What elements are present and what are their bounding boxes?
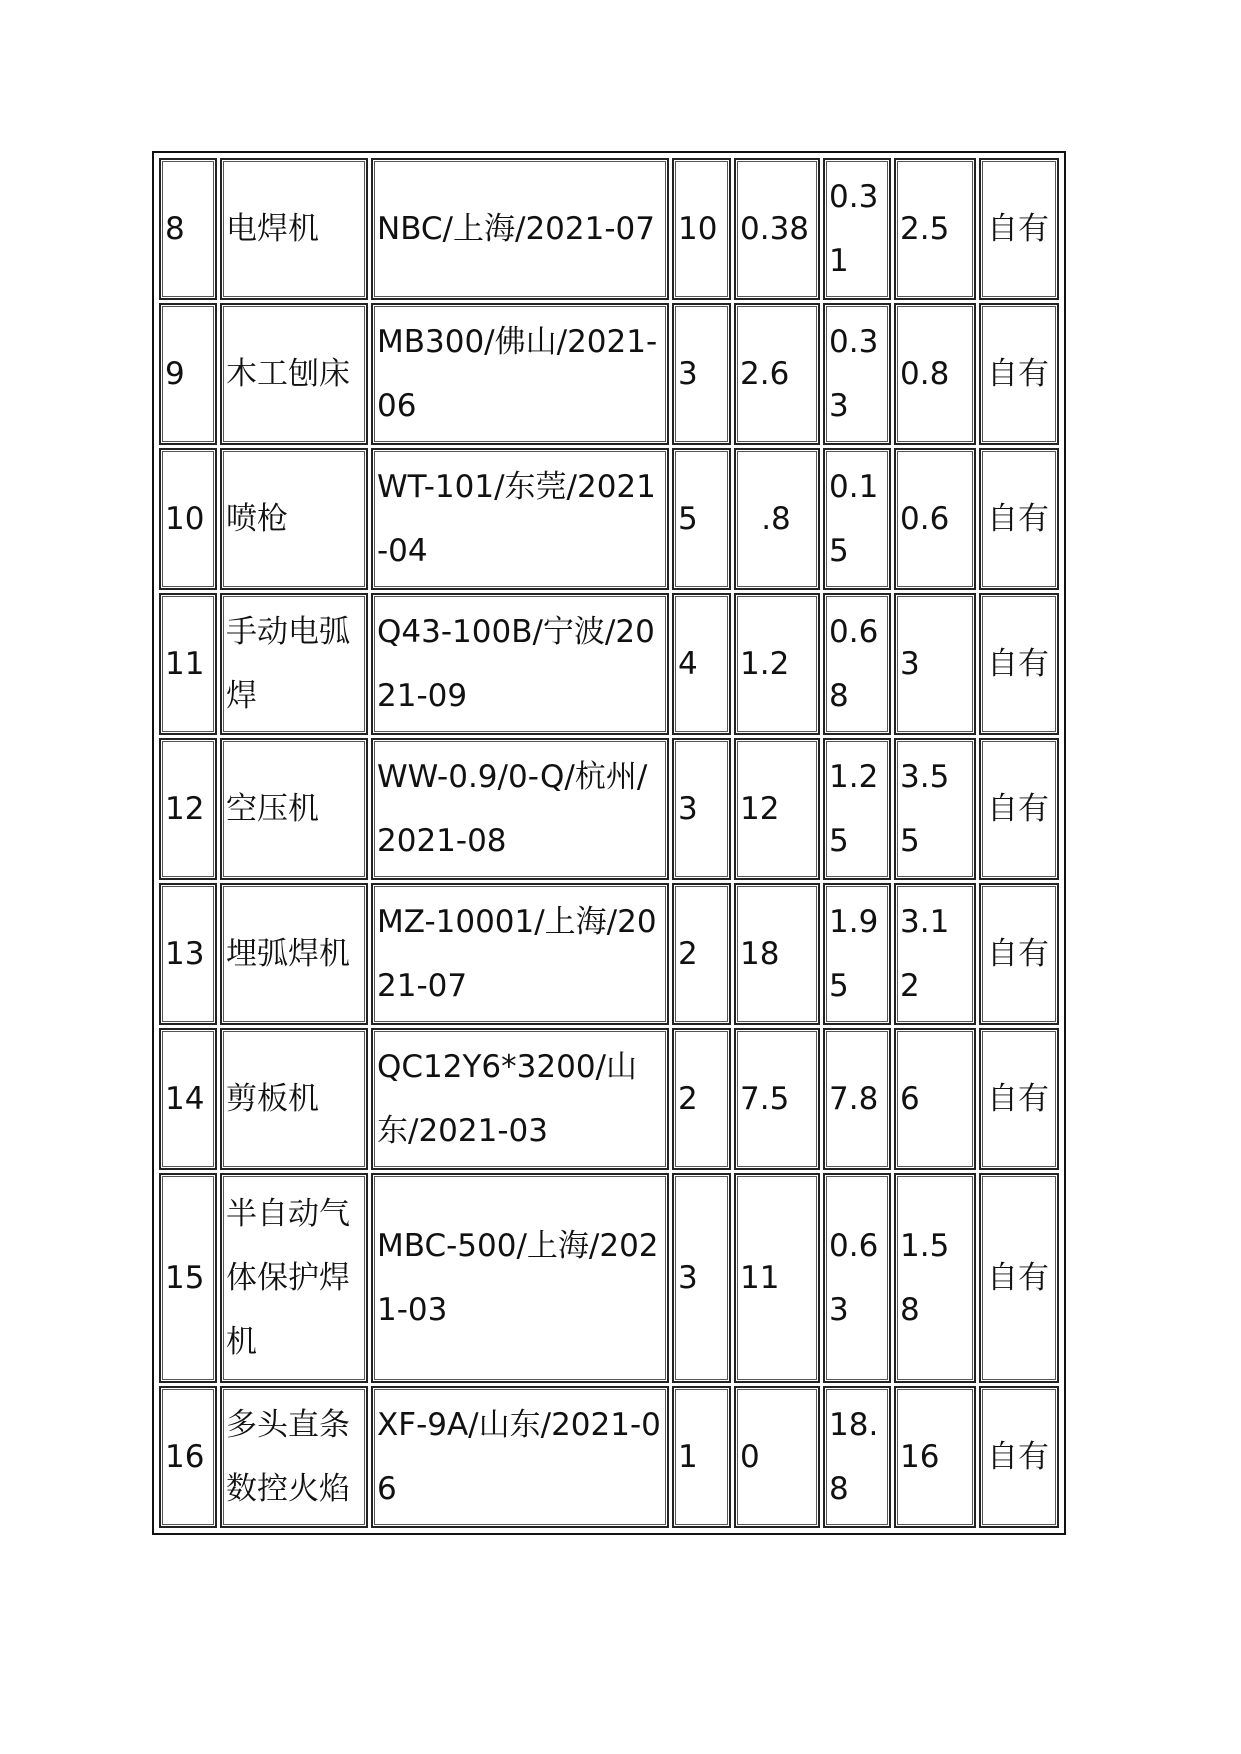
cell-model: WT-101/东莞/2021-04 [371,448,669,590]
cell-no: 14 [159,1028,217,1170]
cell-c5: 1.2 [734,593,820,735]
cell-c7: 3 [894,593,976,735]
cell-c6: 0.63 [823,1173,891,1383]
cell-model: WW-0.9/0-Q/杭州/2021-08 [371,738,669,880]
cell-owner: 自有 [979,1028,1059,1170]
cell-no: 15 [159,1173,217,1383]
cell-no: 9 [159,303,217,445]
cell-qty: 4 [672,593,731,735]
cell-c6: 18.8 [823,1386,891,1528]
cell-c7: 16 [894,1386,976,1528]
cell-model: Q43-100B/宁波/2021-09 [371,593,669,735]
table-row [159,448,1059,590]
cell-c5: 11 [734,1173,820,1383]
cell-no: 13 [159,883,217,1025]
cell-c7: 1.58 [894,1173,976,1383]
cell-qty: 3 [672,738,731,880]
cell-c5: .8 [734,448,820,590]
cell-c7: 6 [894,1028,976,1170]
cell-owner: 自有 [979,448,1059,590]
cell-name: 电焊机 [220,158,368,300]
cell-model: NBC/上海/2021-07 [371,158,669,300]
cell-name: 埋弧焊机 [220,883,368,1025]
cell-name: 多头直条数控火焰 [220,1386,368,1528]
cell-c6: 0.68 [823,593,891,735]
cell-c5: 12 [734,738,820,880]
table-row [159,883,1059,1025]
cell-owner: 自有 [979,1386,1059,1528]
cell-no: 8 [159,158,217,300]
cell-c7: 2.5 [894,158,976,300]
cell-c5: 18 [734,883,820,1025]
cell-owner: 自有 [979,883,1059,1025]
cell-model: XF-9A/山东/2021-06 [371,1386,669,1528]
cell-model: MZ-10001/上海/2021-07 [371,883,669,1025]
cell-no: 16 [159,1386,217,1528]
cell-c5: 0.38 [734,158,820,300]
cell-name: 木工刨床 [220,303,368,445]
cell-model: QC12Y6*3200/山东/2021-03 [371,1028,669,1170]
cell-c5: 0 [734,1386,820,1528]
cell-name: 剪板机 [220,1028,368,1170]
cell-name: 空压机 [220,738,368,880]
cell-qty: 1 [672,1386,731,1528]
cell-qty: 2 [672,883,731,1025]
cell-owner: 自有 [979,303,1059,445]
table-row [159,1028,1059,1170]
cell-owner: 自有 [979,158,1059,300]
cell-no: 12 [159,738,217,880]
table-row [159,1173,1059,1383]
table-row [159,1386,1059,1528]
cell-name: 手动电弧焊 [220,593,368,735]
cell-c6: 0.15 [823,448,891,590]
cell-name: 半自动气体保护焊机 [220,1173,368,1383]
equipment-table [152,151,1066,1535]
cell-c6: 0.33 [823,303,891,445]
cell-no: 10 [159,448,217,590]
cell-qty: 3 [672,303,731,445]
cell-c6: 1.25 [823,738,891,880]
cell-model: MBC-500/上海/2021-03 [371,1173,669,1383]
cell-no: 11 [159,593,217,735]
table-row [159,738,1059,880]
cell-qty: 10 [672,158,731,300]
table-row [159,303,1059,445]
cell-owner: 自有 [979,738,1059,880]
cell-qty: 3 [672,1173,731,1383]
cell-c7: 0.6 [894,448,976,590]
cell-c6: 7.8 [823,1028,891,1170]
cell-name: 喷枪 [220,448,368,590]
cell-owner: 自有 [979,1173,1059,1383]
table-row [159,158,1059,300]
cell-c7: 0.8 [894,303,976,445]
cell-model: MB300/佛山/2021-06 [371,303,669,445]
cell-c5: 7.5 [734,1028,820,1170]
cell-c7: 3.55 [894,738,976,880]
cell-qty: 2 [672,1028,731,1170]
cell-c6: 0.31 [823,158,891,300]
cell-qty: 5 [672,448,731,590]
table-row [159,593,1059,735]
cell-c6: 1.95 [823,883,891,1025]
cell-c5: 2.6 [734,303,820,445]
cell-c7: 3.12 [894,883,976,1025]
cell-owner: 自有 [979,593,1059,735]
equipment-table-grid [156,155,1062,1531]
